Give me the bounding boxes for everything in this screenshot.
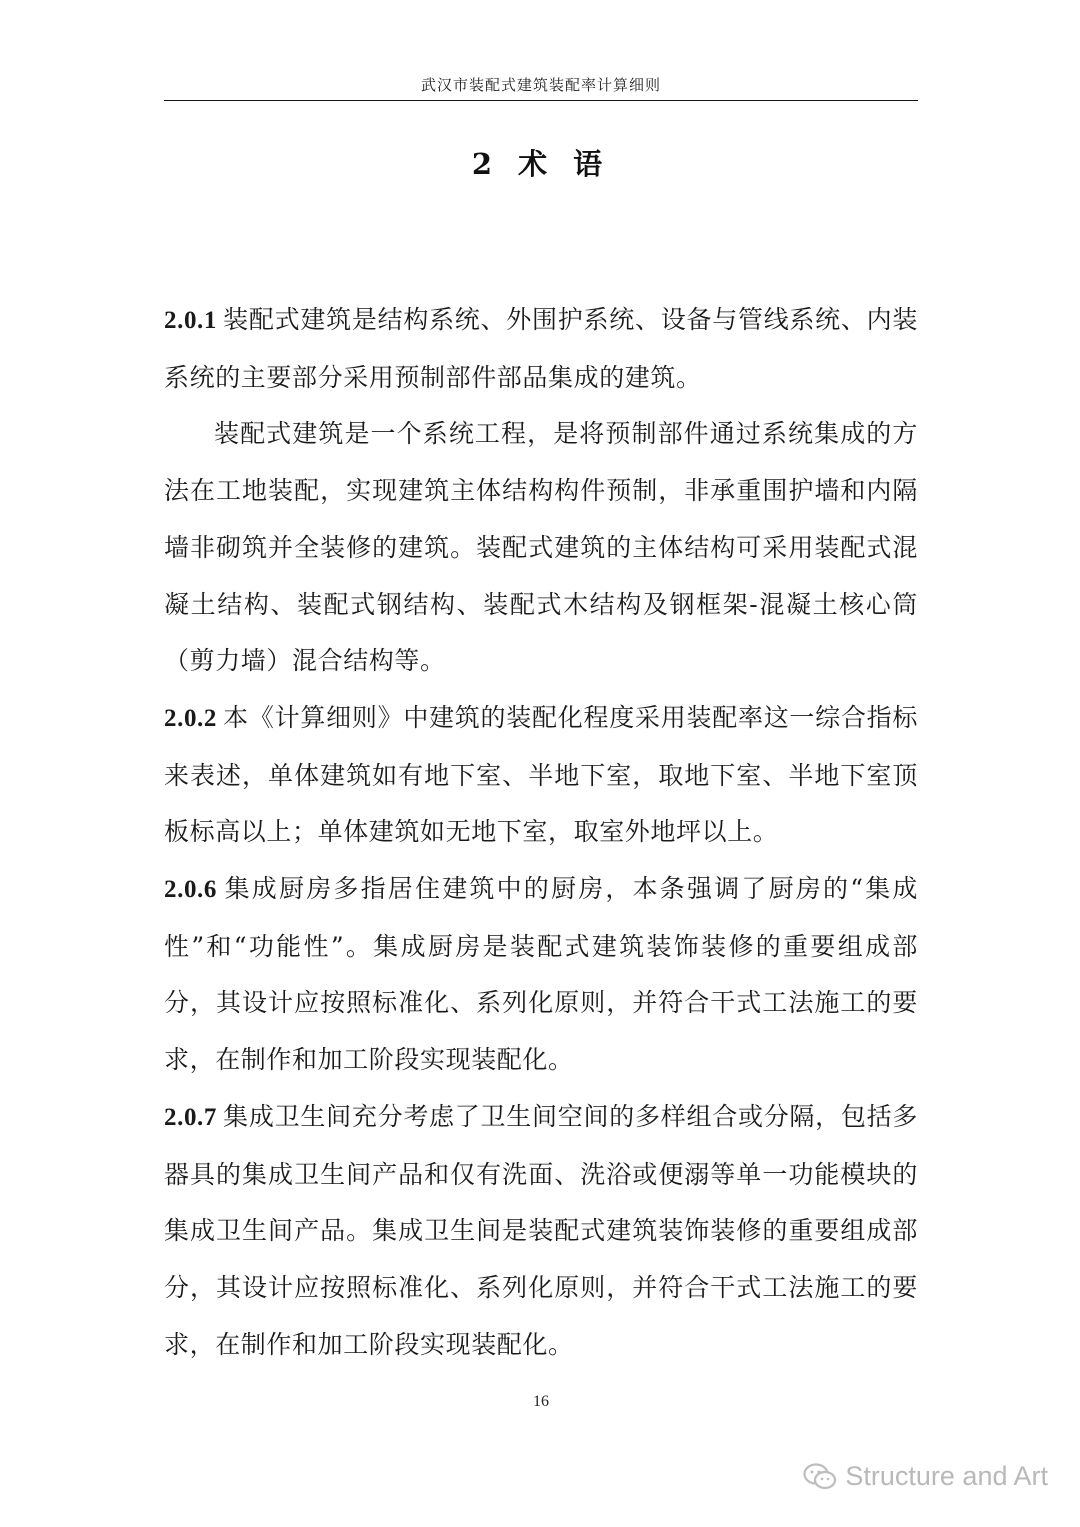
clause-2-0-1-explanation [164, 406, 918, 690]
clause-2-0-7 [164, 1089, 918, 1374]
chapter-title: 2 术 语 [471, 147, 611, 181]
header-rule [164, 100, 918, 101]
watermark [803, 1461, 1048, 1492]
clause-number: 2.0.1 [164, 307, 217, 334]
clause-text: 集成卫生间充分考虑了卫生间空间的多样组合或分隔，包括多器具的集成卫生间产品和仅有洗面、洗浴或便溺等单一功能模块的集成卫生间产品。集成卫生间是装配式建筑装饰装修的重要组成部分，其设计应按照标准化、系列化原则，并符合干式工法施工的要求，在制作和加工阶段实现装配化。 [164, 1101, 918, 1359]
clause-number: 2.0.6 [164, 876, 217, 904]
clause-2-0-2 [164, 690, 918, 861]
clause-text: 装配式建筑是结构系统、外围护系统、设备与管线系统、内装系统的主要部分采用预制部件部品集成的建筑。 [164, 305, 918, 392]
wechat-icon [803, 1463, 837, 1491]
clause-2-0-1 [164, 292, 918, 406]
clause-text: 本《计算细则》中建筑的装配化程度采用装配率这一综合指标来表述，单体建筑如有地下室、半地下室，取地下室、半地下室顶板标高以上；单体建筑如无地下室，取室外地坪以上。 [164, 702, 918, 847]
clause-text: 集成厨房多指居住建筑中的厨房，本条强调了厨房的“集成性”和“功能性”。集成厨房是装配式建筑装饰装修的重要组成部分，其设计应按照标准化、系列化原则，并符合干式工法施工的要求，在制作和加工阶段实现装配化。 [164, 874, 918, 1075]
watermark-text: Structure and Art [845, 1461, 1048, 1491]
clause-number: 2.0.7 [164, 1103, 217, 1131]
page-number: 16 [533, 1393, 549, 1410]
clause-2-0-6 [164, 861, 918, 1089]
clause-number: 2.0.2 [164, 704, 217, 732]
clause-text: 装配式建筑是一个系统工程，是将预制部件通过系统集成的方法在工地装配，实现建筑主体结构构件预制，非承重围护墙和内隔墙非砌筑并全装修的建筑。装配式建筑的主体结构可采用装配式混凝土结构、装配式钢结构、装配式木结构及钢框架-混凝土核心筒（剪力墙）混合结构等。 [164, 419, 918, 676]
running-header: 武汉市装配式建筑装配率计算细则 [420, 76, 661, 94]
document-body [164, 292, 918, 1373]
